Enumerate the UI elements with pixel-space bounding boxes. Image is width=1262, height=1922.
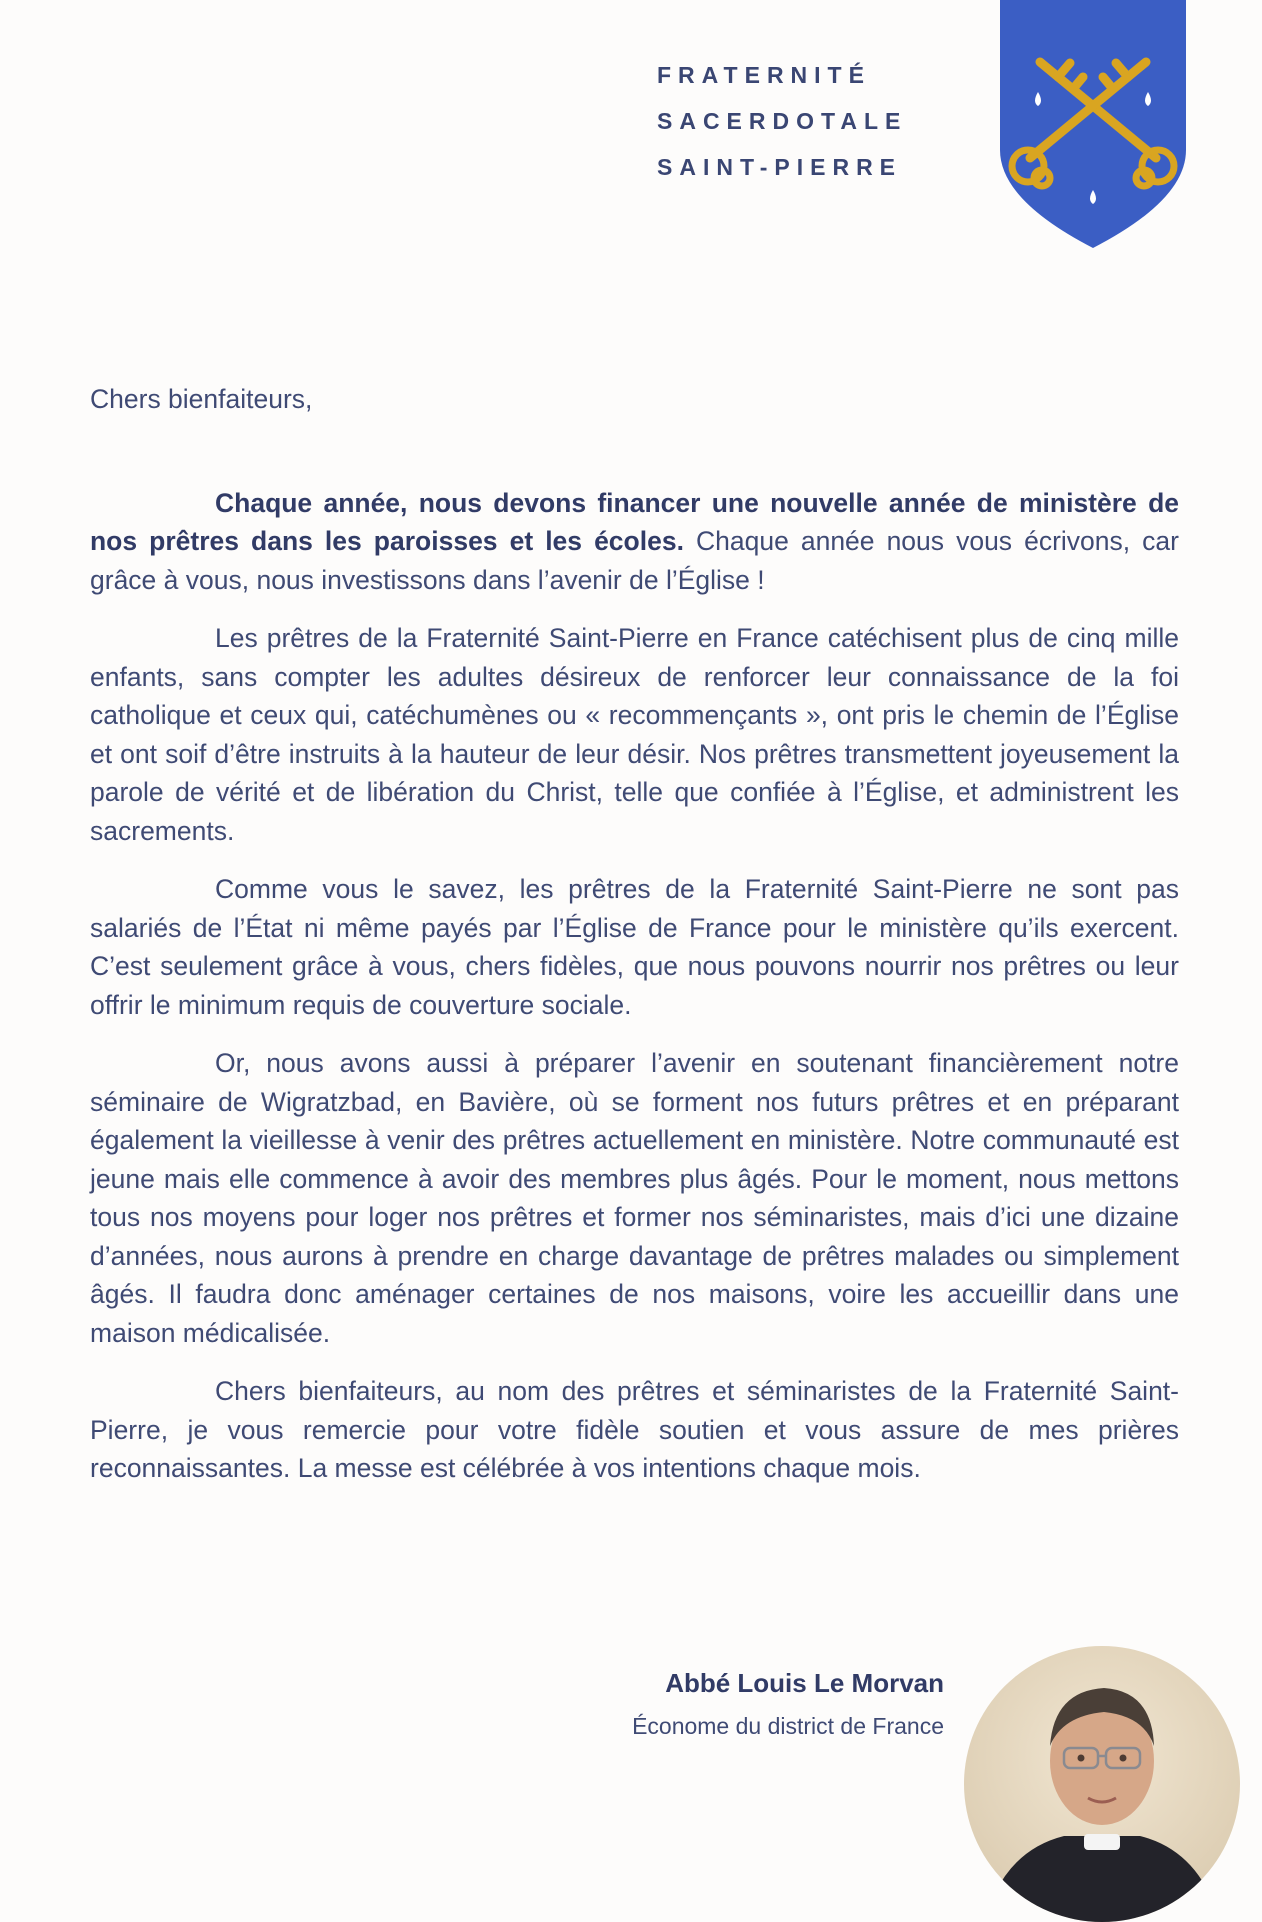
paragraph-2: Les prêtres de la Fraternité Saint-Pierre en France catéchisent plus de cinq mille enfants, sans compter les adultes désireux de renforcer leur connaissance de la foi catholique et ceux qui, catéchumènes ou « recommençants », ont pris le chemin de l’Église et ont soif d’être instruits à la hauteur de leur désir. Nos prêtres transmettent joyeusement la parole de vérité et de libération du Christ, telle que confiée à l’Église, et administrent les sacrements. — [90, 623, 1179, 846]
signatory-role: Économe du district de France — [632, 1713, 944, 1739]
paragraph-1-text: Chaque année nous vous écrivons, car grâce à vous, nous investissons dans l’avenir de l’Église ! — [90, 526, 1179, 595]
letter-body — [90, 380, 1179, 1508]
priest-portrait-photo — [964, 1646, 1240, 1922]
org-line-3: SAINT-PIERRE — [657, 154, 903, 180]
organization-name — [657, 52, 907, 190]
salutation: Chers bienfaiteurs, — [90, 384, 313, 414]
paragraph-1-bold: Chaque année, nous devons financer une nouvelle année de ministère de nos prêtres dans les paroisses et les écoles. — [90, 487, 1179, 556]
signature-block — [632, 1668, 944, 1740]
org-line-2: SACERDOTALE — [657, 108, 908, 134]
paragraph-5: Chers bienfaiteurs, au nom des prêtres et séminaristes de la Fraternité Saint-Pierre, je vous remercie pour votre fidèle soutien et vous assure de mes prières reconnaissantes. La messe est célébrée à vos intentions chaque mois. — [90, 1376, 1179, 1483]
paragraph-4: Or, nous avons aussi à préparer l’avenir en soutenant financièrement notre séminaire de Wigratzbad, en Bavière, où se forment nos futurs prêtres et en préparant également la vieillesse à venir des prêtres actuellement en ministère. Notre communauté est jeune mais elle commence à avoir des membres plus âgés. Pour le moment, nous mettons tous nos moyens pour loger nos prêtres et former nos séminaristes, mais d’ici une dizaine d’années, nous aurons à prendre en charge davantage de prêtres malades ou simplement âgés. Il faudra donc aménager certaines de nos maisons, voire les accueillir dans une maison médicalisée. — [90, 1048, 1179, 1348]
paragraph-3: Comme vous le savez, les prêtres de la Fraternité Saint-Pierre ne sont pas salariés de l’État ni même payés par l’Église de France pour le ministère qu’ils exercent. C’est seulement grâce à vous, chers fidèles, que nous pouvons nourrir nos prêtres ou leur offrir le minimum requis de couverture sociale. — [90, 874, 1179, 1020]
signatory-name: Abbé Louis Le Morvan — [665, 1668, 944, 1698]
org-line-1: FRATERNITÉ — [657, 62, 871, 88]
paragraph-1 — [90, 484, 1179, 600]
crossed-keys-shield-icon — [998, 0, 1188, 250]
